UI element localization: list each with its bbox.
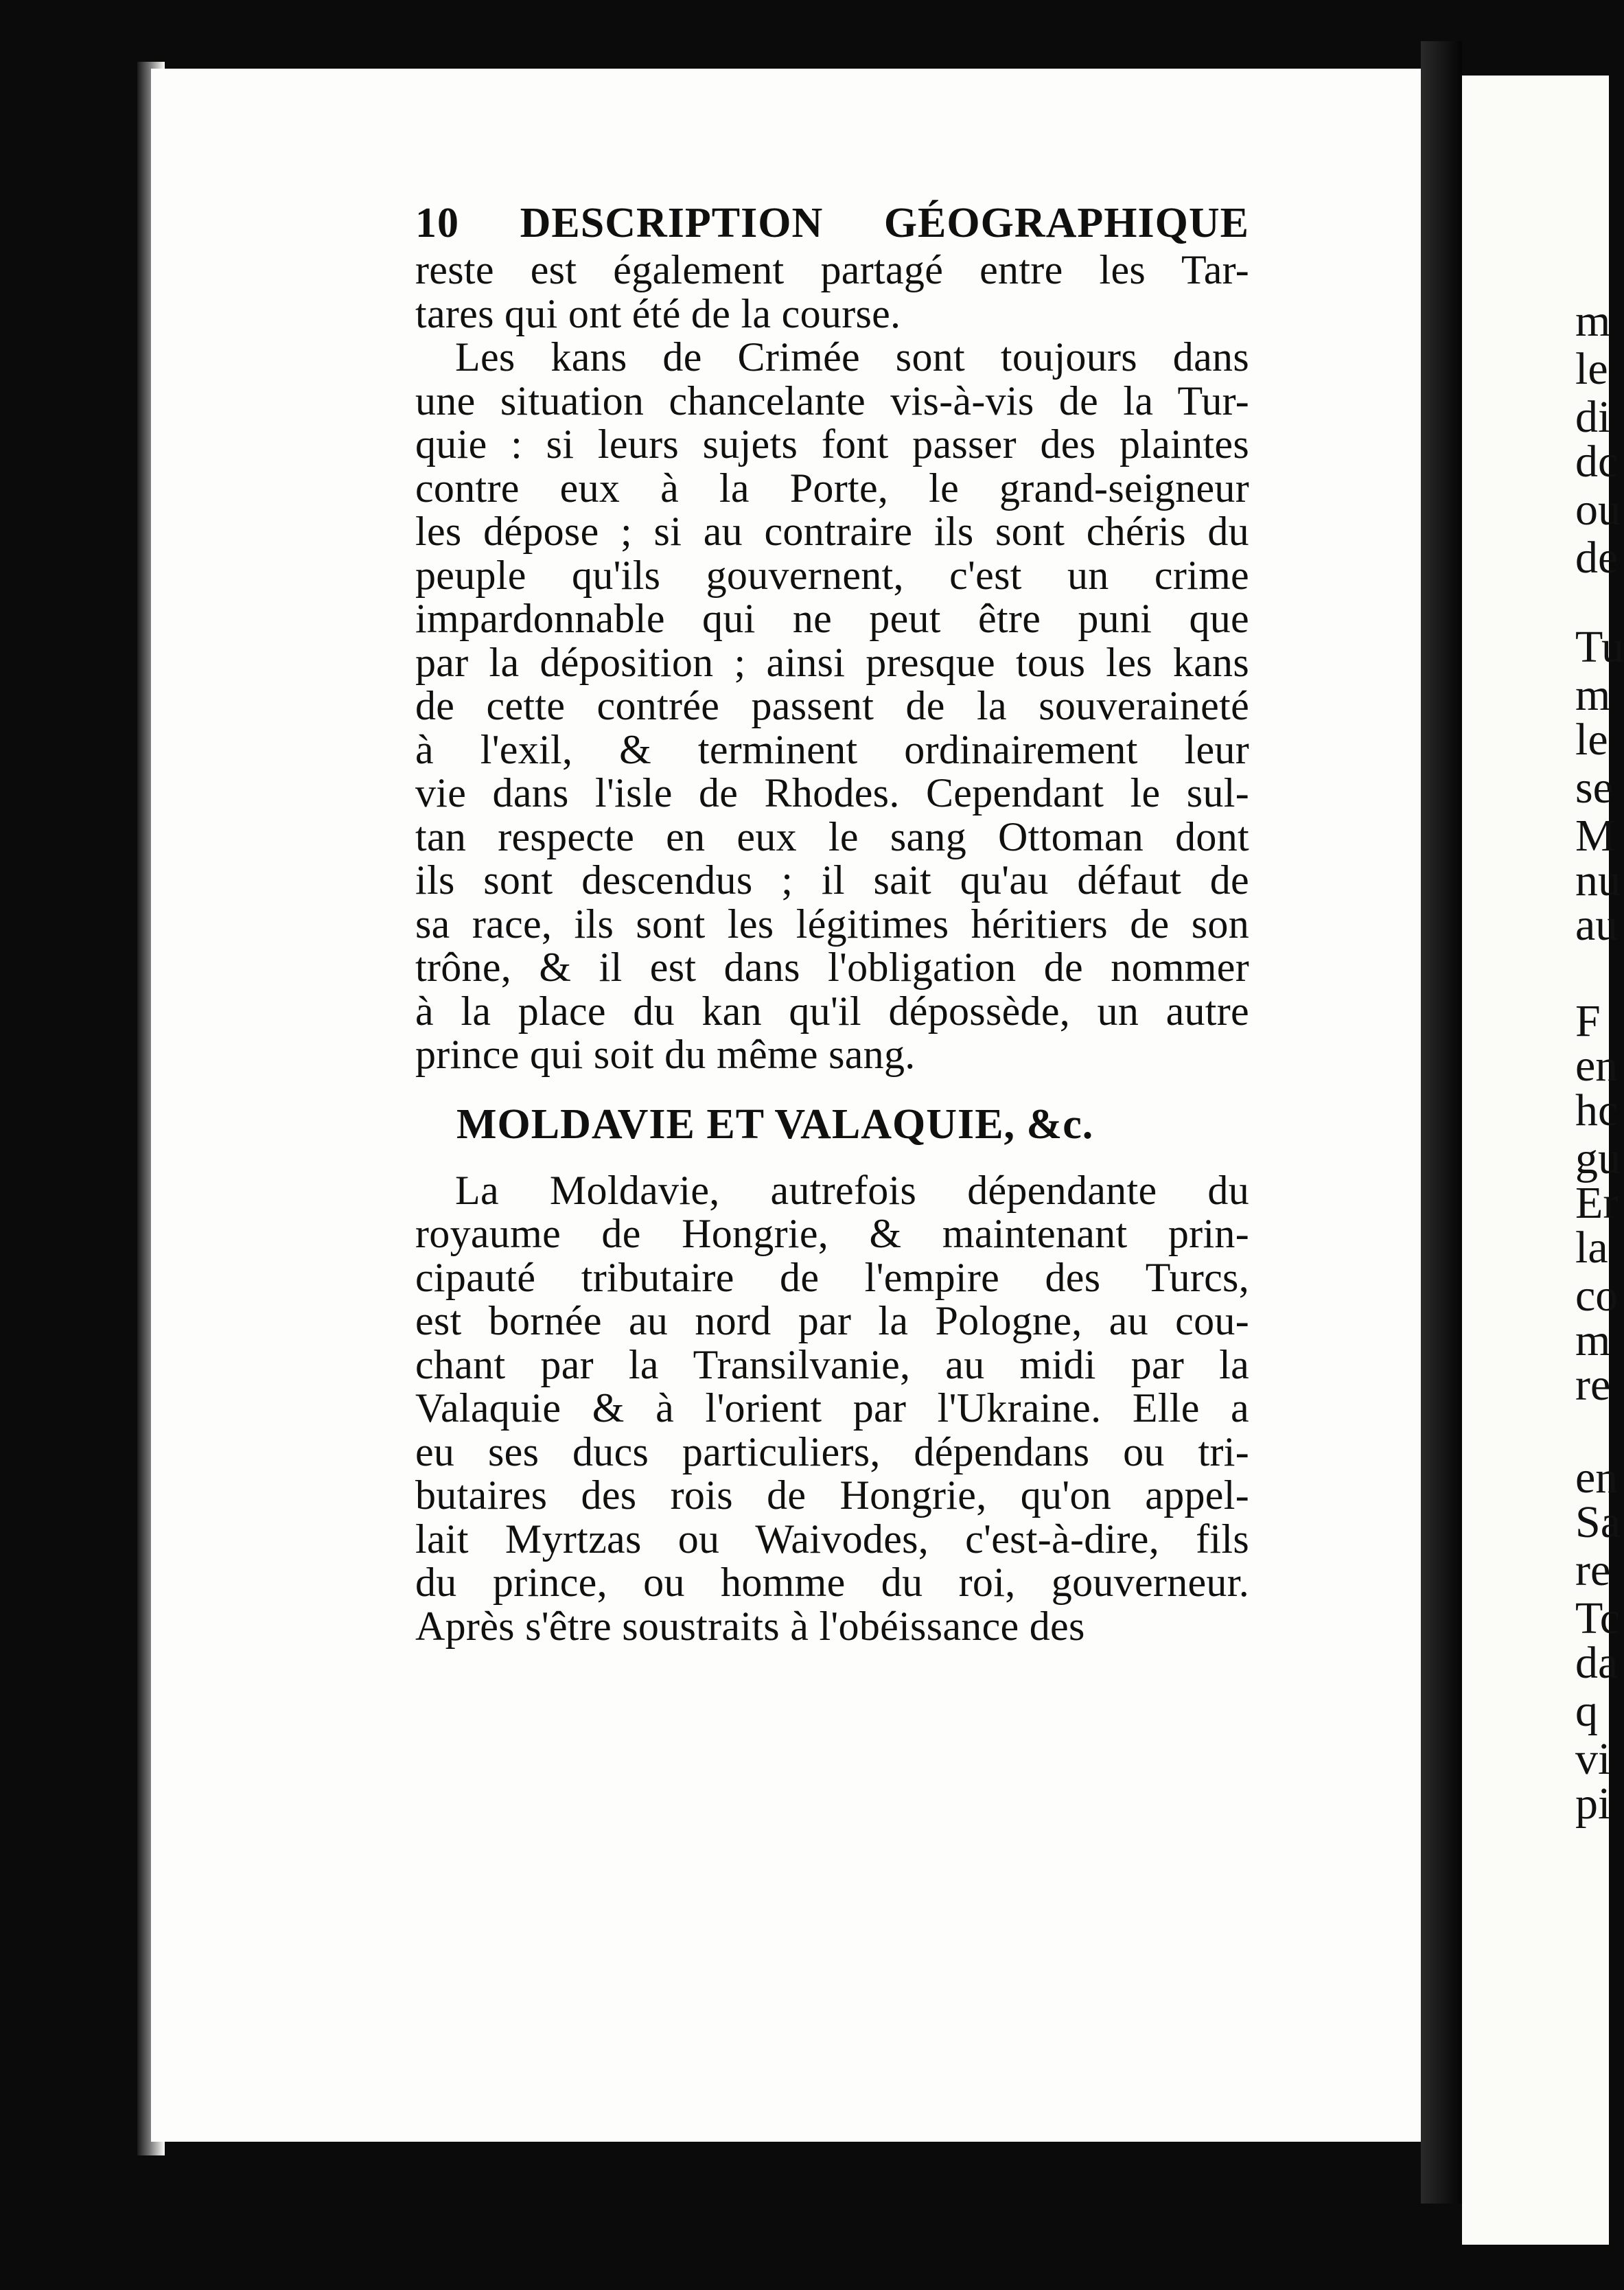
facing-page-fragment: m <box>1575 296 1611 346</box>
facing-page-fragment: dc <box>1575 437 1619 487</box>
facing-page-fragment: gu <box>1575 1133 1621 1183</box>
text-line: impardonnable qui ne peut être puni que <box>415 596 1249 641</box>
paragraph-2 <box>415 336 1249 1077</box>
facing-page-fragment: Sa <box>1575 1497 1621 1547</box>
section-title: MOLDAVIE ET VALAQUIE, &c. <box>456 1100 1094 1148</box>
facing-page-fragment: la <box>1575 1223 1608 1273</box>
text-line: contre eux à la Porte, le grand-seigneur <box>415 465 1249 511</box>
text-line: les dépose ; si au contraire ils sont chéris du <box>415 509 1249 554</box>
facing-page-fragment: co <box>1575 1271 1619 1321</box>
facing-page-fragment: Tc <box>1575 1593 1621 1643</box>
text-line: Après s'être soustraits à l'obéissance des <box>415 1603 1085 1649</box>
facing-page-fragment: en <box>1575 1041 1619 1091</box>
facing-page-fragment: de <box>1575 533 1619 583</box>
facing-page-fragment: di <box>1575 392 1611 442</box>
paragraph-1 <box>415 248 1249 336</box>
paragraph-3 <box>415 1169 1249 1649</box>
text-line: tares qui ont été de la course. <box>415 290 901 336</box>
text-line: chant par la Transilvanie, au midi par la <box>415 1341 1249 1387</box>
text-line: du prince, ou homme du roi, gouverneur. <box>415 1560 1249 1605</box>
facing-page-fragment: F <box>1575 996 1601 1046</box>
text-line: cipauté tributaire de l'empire des Turcs, <box>415 1254 1249 1300</box>
facing-page-fragment: nu <box>1575 855 1621 905</box>
book-gutter <box>1421 41 1462 2204</box>
text-line: trône, & il est dans l'obligation de nommer <box>415 945 1249 990</box>
text-line: reste est également partagé entre les Tar- <box>415 247 1249 292</box>
facing-page-fragment: da <box>1575 1638 1619 1688</box>
facing-page-fragment: le <box>1575 344 1608 394</box>
facing-page-fragment: hc <box>1575 1085 1619 1135</box>
page-number: 10 <box>415 200 459 246</box>
facing-page-fragment: M <box>1575 811 1616 861</box>
facing-page-fragment: pi <box>1575 1779 1611 1829</box>
facing-page-fragment: Er <box>1575 1178 1619 1228</box>
text-line: une situation chancelante vis-à-vis de la Tur- <box>415 378 1249 424</box>
text-line: peuple qu'ils gouvernent, c'est un crime <box>415 552 1249 598</box>
running-title: DESCRIPTION GÉOGRAPHIQUE <box>520 200 1249 246</box>
text-line: à l'exil, & terminent ordinairement leur <box>415 726 1249 772</box>
facing-page-fragment: re <box>1575 1545 1611 1595</box>
text-line: par la déposition ; ainsi presque tous les kans <box>415 639 1249 685</box>
running-header <box>415 199 1249 247</box>
text-line: Valaquie & à l'orient par l'Ukraine. Elle a <box>415 1385 1249 1431</box>
text-line: butaires des rois de Hongrie, qu'on appel- <box>415 1472 1249 1518</box>
facing-page-fragment: au <box>1575 900 1619 950</box>
facing-page-fragment: q <box>1575 1686 1598 1736</box>
facing-page-fragment: vi <box>1575 1734 1611 1784</box>
facing-page <box>1462 76 1624 2245</box>
text-line: est bornée au nord par la Pologne, au cou- <box>415 1298 1249 1343</box>
facing-page-fragment: se <box>1575 763 1613 813</box>
facing-page-fragment: m <box>1575 1315 1611 1365</box>
text-line: tan respecte en eux le sang Ottoman dont <box>415 813 1249 859</box>
text-line: de cette contrée passent de la souveraineté <box>415 683 1249 728</box>
facing-page-fragment: ou <box>1575 485 1621 535</box>
text-line: vie dans l'isle de Rhodes. Cependant le sul- <box>415 770 1249 816</box>
facing-page-fragment: le <box>1575 715 1608 765</box>
facing-page-fragment: re <box>1575 1360 1611 1410</box>
facing-page-fragment: en <box>1575 1453 1619 1503</box>
text-line: eu ses ducs particuliers, dépendans ou tri- <box>415 1429 1249 1474</box>
text-line: ils sont descendus ; il sait qu'au défaut de <box>415 857 1249 903</box>
text-line: La Moldavie, autrefois dépendante du <box>455 1167 1249 1213</box>
text-line: prince qui soit du même sang. <box>415 1032 916 1077</box>
page-text <box>415 199 1249 1648</box>
text-line: royaume de Hongrie, & maintenant prin- <box>415 1211 1249 1256</box>
text-line: à la place du kan qu'il dépossède, un autre <box>415 988 1249 1034</box>
text-line: lait Myrtzas ou Waivodes, c'est-à-dire, fils <box>415 1516 1249 1562</box>
text-line: sa race, ils sont les légitimes héritiers de son <box>415 901 1249 947</box>
text-line: Les kans de Crimée sont toujours dans <box>455 334 1249 380</box>
text-line: quie : si leurs sujets font passer des plaintes <box>415 421 1249 467</box>
facing-page-fragment: m <box>1575 670 1611 720</box>
facing-page-fragment: Tu <box>1575 622 1624 672</box>
